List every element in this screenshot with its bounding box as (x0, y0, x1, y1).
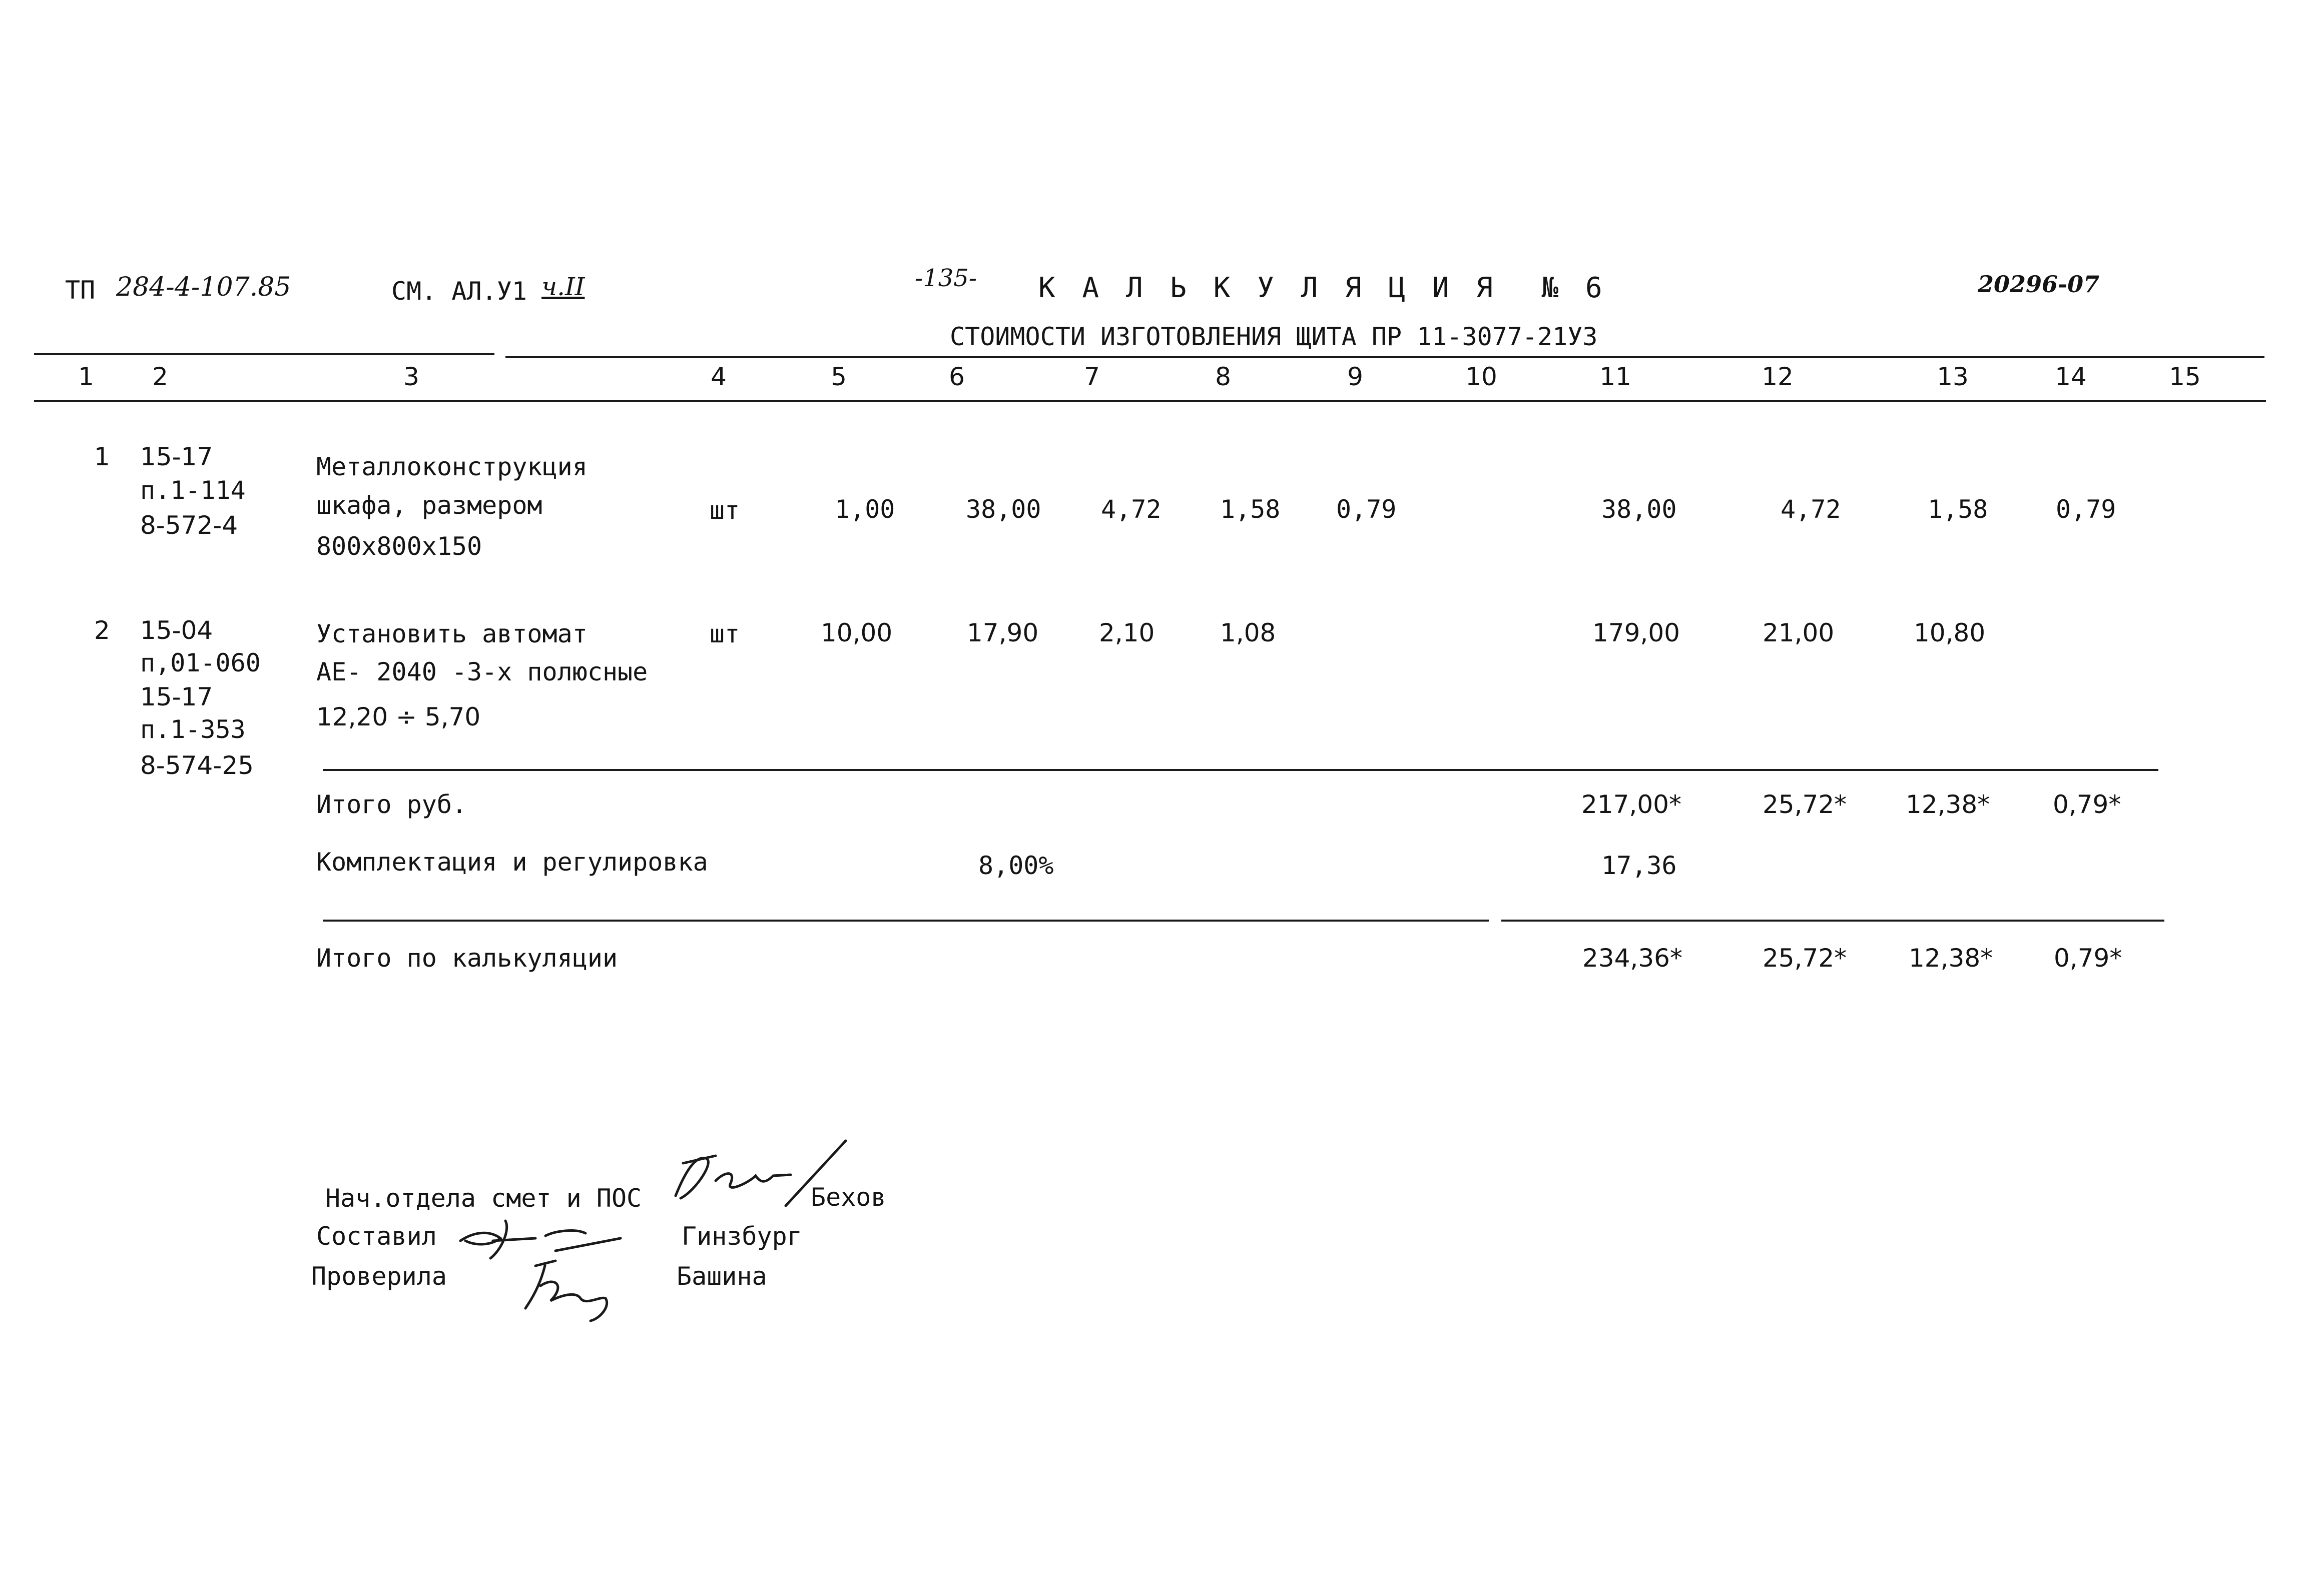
row-code: 8-572-4 (140, 511, 238, 540)
total-rule-left (323, 920, 1489, 922)
col-number-2: 2 (152, 362, 168, 391)
see-reference: СМ. АЛ.У1 (391, 277, 527, 306)
subtotal-rule (323, 769, 2158, 771)
signature-name: Гинзбург (682, 1222, 802, 1251)
signature-role: Нач.отдела смет и ПОС (325, 1184, 642, 1213)
row-description: 12,20 ÷ 5,70 (316, 702, 481, 731)
total-col11: 234,36* (1582, 944, 1682, 973)
row-code: п.1-353 (140, 715, 246, 744)
row-number: 1 (94, 442, 110, 471)
row-description: шкафа, размером (316, 491, 542, 520)
see-reference-handwritten: ч.II (541, 272, 585, 301)
col-number-8: 8 (1215, 362, 1231, 391)
row-unit: шт (710, 619, 740, 648)
row-col13: 10,80 (1914, 618, 1986, 647)
page-number: -135- (915, 264, 977, 292)
row-description: АЕ- 2040 -3-х полюсные (316, 657, 648, 686)
row-code: 15-04 (140, 616, 213, 645)
total-col12: 25,72* (1763, 944, 1847, 973)
col-number-9: 9 (1347, 362, 1363, 391)
header-rule-left (34, 353, 494, 355)
subtotal-col14: 0,79* (2053, 790, 2121, 819)
col-number-14: 14 (2055, 362, 2087, 391)
col-number-10: 10 (1465, 362, 1497, 391)
total-col13: 12,38* (1909, 944, 1993, 973)
col-number-12: 12 (1762, 362, 1794, 391)
col-number-5: 5 (831, 362, 847, 391)
row-col12: 4,72 (1781, 495, 1841, 524)
subtotal-col12: 25,72* (1763, 790, 1847, 819)
doc-ref: ТП (65, 276, 96, 305)
row-col7: 2,10 (1099, 618, 1155, 647)
row-col6: 38,00 (966, 495, 1041, 524)
row-col6: 17,90 (967, 618, 1039, 647)
row-code: 15-17 (140, 442, 213, 471)
row-code: 8-574-25 (140, 751, 254, 780)
col-number-3: 3 (403, 362, 419, 391)
row-col9: 0,79 (1336, 495, 1397, 524)
row-col5: 10,00 (821, 618, 893, 647)
row-code: п.1-114 (140, 476, 246, 505)
row-description: Металлоконструкция (316, 452, 588, 481)
col-number-4: 4 (711, 362, 727, 391)
row-description: Установить автомат (316, 619, 588, 648)
row-col7: 4,72 (1101, 495, 1162, 524)
col-number-7: 7 (1084, 362, 1100, 391)
col-number-11: 11 (1599, 362, 1631, 391)
column-numbers-rule (34, 400, 2266, 402)
assembly-rate: 8,00% (978, 851, 1054, 880)
subtotal-col11: 217,00* (1581, 790, 1681, 819)
col-number-1: 1 (78, 362, 94, 391)
row-col14: 0,79 (2056, 495, 2116, 524)
signature-role: Составил (316, 1222, 437, 1251)
row-col8: 1,08 (1220, 618, 1276, 647)
row-code: п,01-060 (140, 648, 261, 677)
col-number-6: 6 (949, 362, 965, 391)
archive-number: 20296-07 (1978, 271, 2100, 298)
row-code: 15-17 (140, 682, 213, 711)
document-subtitle: СТОИМОСТИ ИЗГОТОВЛЕНИЯ ЩИТА ПР 11-3077-21УЗ (950, 322, 1598, 351)
row-col11: 179,00 (1592, 618, 1680, 647)
row-number: 2 (94, 616, 110, 645)
subtotal-label: Итого руб. (316, 790, 467, 819)
document-title: К А Л Ь К У Л Я Ц И Я № 6 (1038, 272, 1607, 304)
total-col14: 0,79* (2054, 944, 2122, 973)
row-unit: шт (710, 496, 740, 525)
row-col8: 1,58 (1220, 495, 1281, 524)
col-number-13: 13 (1937, 362, 1969, 391)
signature-name: Бехов (811, 1183, 886, 1212)
signature-name: Башина (677, 1262, 767, 1291)
handwritten-signature-bekhov (661, 1136, 861, 1221)
row-col11: 38,00 (1601, 495, 1677, 524)
handwritten-signature-bashina (520, 1251, 631, 1326)
total-rule-right (1501, 920, 2164, 922)
header-rule-right (505, 356, 2264, 358)
signature-role: Проверила (311, 1262, 447, 1291)
row-col13: 1,58 (1928, 495, 1988, 524)
doc-ref-handwritten: 284-4-107.85 (116, 272, 291, 302)
assembly-label: Комплектация и регулировка (316, 848, 708, 877)
total-label: Итого по калькуляции (316, 944, 618, 973)
row-col5: 1,00 (835, 495, 895, 524)
col-number-15: 15 (2169, 362, 2201, 391)
row-description: 800х800х150 (316, 532, 482, 561)
row-col12: 21,00 (1763, 618, 1835, 647)
subtotal-col13: 12,38* (1906, 790, 1990, 819)
assembly-col11: 17,36 (1601, 851, 1677, 880)
